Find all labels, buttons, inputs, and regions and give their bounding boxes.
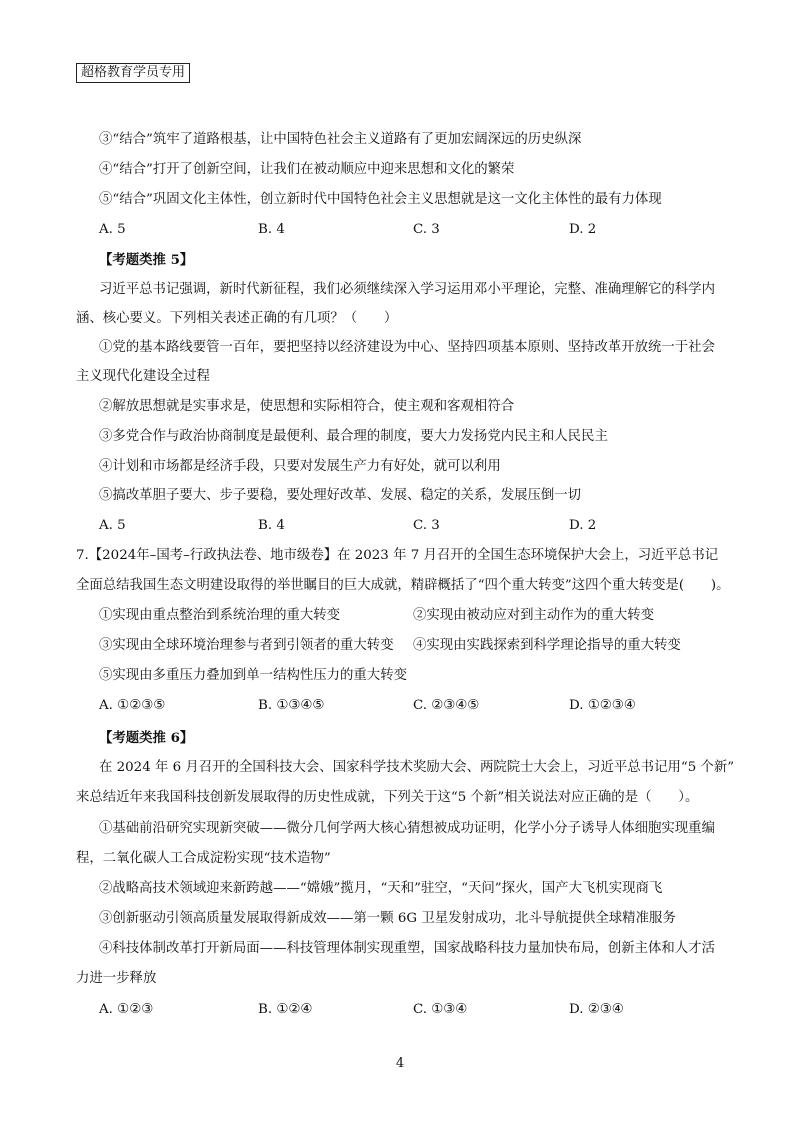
option-b: B. ①②④: [258, 1002, 313, 1017]
statement-3: ③“结合”筑牢了道路根基，让中国特色社会主义道路有了更加宏阔深远的历史纵深: [99, 132, 582, 147]
statement-2: ②战略高技术领域迎来新跨越——“嫦娥”揽月，“天和”驻空，“天问”探火，国产大飞机实现商飞: [99, 881, 663, 896]
option-c: C. 3: [413, 222, 440, 237]
statement-2: ②实现由被动应对到主动作为的重大转变: [413, 608, 655, 623]
statement-3: ③多党合作与政治协商制度是最便利、最合理的制度，要大力发扬党内民主和人民民主: [99, 429, 608, 444]
statement-4: ④“结合”打开了创新空间，让我们在被动顺应中迎来思想和文化的繁荣: [99, 162, 515, 177]
statement-2: ②解放思想就是实事求是，使思想和实际相符合，使主观和客观相符合: [99, 399, 515, 414]
option-a: A. 5: [99, 222, 126, 237]
statement-4: ④计划和市场都是经济手段，只要对发展生产力有好处，就可以利用: [99, 459, 501, 474]
section-heading: 【考题类推 5】: [99, 252, 194, 268]
option-d: D. 2: [569, 518, 597, 533]
statement-5: ⑤“结合”巩固文化主体性，创立新时代中国特色社会主义思想就是这一文化主体性的最有力体现: [99, 192, 662, 207]
statement-5: ⑤搞改革胆子要大、步子要稳，要处理好改革、发展、稳定的关系，发展压倒一切: [99, 488, 582, 503]
option-d: D. 2: [569, 222, 597, 237]
option-a: A. ①②③: [99, 1002, 154, 1017]
statement-1-cont: 主义现代化建设全过程: [76, 369, 210, 384]
statement-3: ③实现由全球环境治理参与者到引领者的重大转变: [99, 638, 394, 653]
statement-1: ①基础前沿研究实现新突破——微分几何学两大核心猜想被成功证明，化学小分子诱导人体细胞实现重编: [99, 821, 715, 836]
option-c: C. 3: [413, 518, 440, 533]
statement-5: ⑤实现由多重压力叠加到单一结构性压力的重大转变: [99, 668, 407, 683]
question-stem-line: 来总结近年来我国科技创新发展取得的历史性成就，下列关于这“5 个新”相关说法对应正确的是（ ）。: [76, 790, 699, 805]
option-b: B. 4: [258, 222, 285, 237]
option-d: D. ①②③④: [569, 698, 636, 713]
option-d: D. ②③④: [569, 1002, 624, 1017]
option-c: C. ②③④⑤: [413, 698, 480, 713]
option-a: A. 5: [99, 518, 126, 533]
page-number: 4: [395, 1056, 405, 1071]
option-c: C. ①③④: [413, 1002, 468, 1017]
statement-4-cont: 力进一步释放: [76, 971, 157, 986]
option-b: B. 4: [258, 518, 285, 533]
option-b: B. ①③④⑤: [258, 698, 325, 713]
question-stem-line: 习近平总书记强调，新时代新征程，我们必须继续深入学习运用邓小平理论，完整、准确理解它的科学内: [99, 282, 715, 297]
section-heading: 【考题类推 6】: [99, 730, 194, 746]
question-stem-line: 在 2024 年 6 月召开的全国科技大会、国家科学技术奖励大会、两院院士大会上，习近平总书记用“5 个新”: [99, 760, 735, 775]
statement-4: ④实现由实践探索到科学理论指导的重大转变: [413, 638, 681, 653]
statement-3: ③创新驱动引领高质量发展取得新成效——第一颗 6G 卫星发射成功，北斗导航提供全球精准服务: [99, 911, 676, 926]
header-stamp: 超格教育学员专用: [76, 63, 190, 83]
statement-4: ④科技体制改革打开新局面——科技管理体制实现重塑，国家战略科技力量加快布局，创新主体和人才活: [99, 941, 715, 956]
option-a: A. ①②③⑤: [99, 698, 166, 713]
question-stem-line: 涵、核心要义。下列相关表述正确的有几项？（ ）: [76, 311, 398, 326]
statement-1: ①党的基本路线要管一百年，要把坚持以经济建设为中心、坚持四项基本原则、坚持改革开放统一于社会: [99, 340, 715, 355]
statement-1: ①实现由重点整治到系统治理的重大转变: [99, 608, 341, 623]
question-stem-line: 7.【2024年–国考–行政执法卷、地市级卷】在 2023 年 7 月召开的全国生态环境保护大会上，习近平总书记: [76, 548, 719, 563]
statement-1-cont: 程，二氧化碳人工合成淀粉实现“技术造物”: [76, 851, 331, 866]
question-stem-line: 全面总结我国生态文明建设取得的举世瞩目的巨大成就，精辟概括了“四个重大转变”这四个重大转变是( )。: [76, 578, 730, 593]
